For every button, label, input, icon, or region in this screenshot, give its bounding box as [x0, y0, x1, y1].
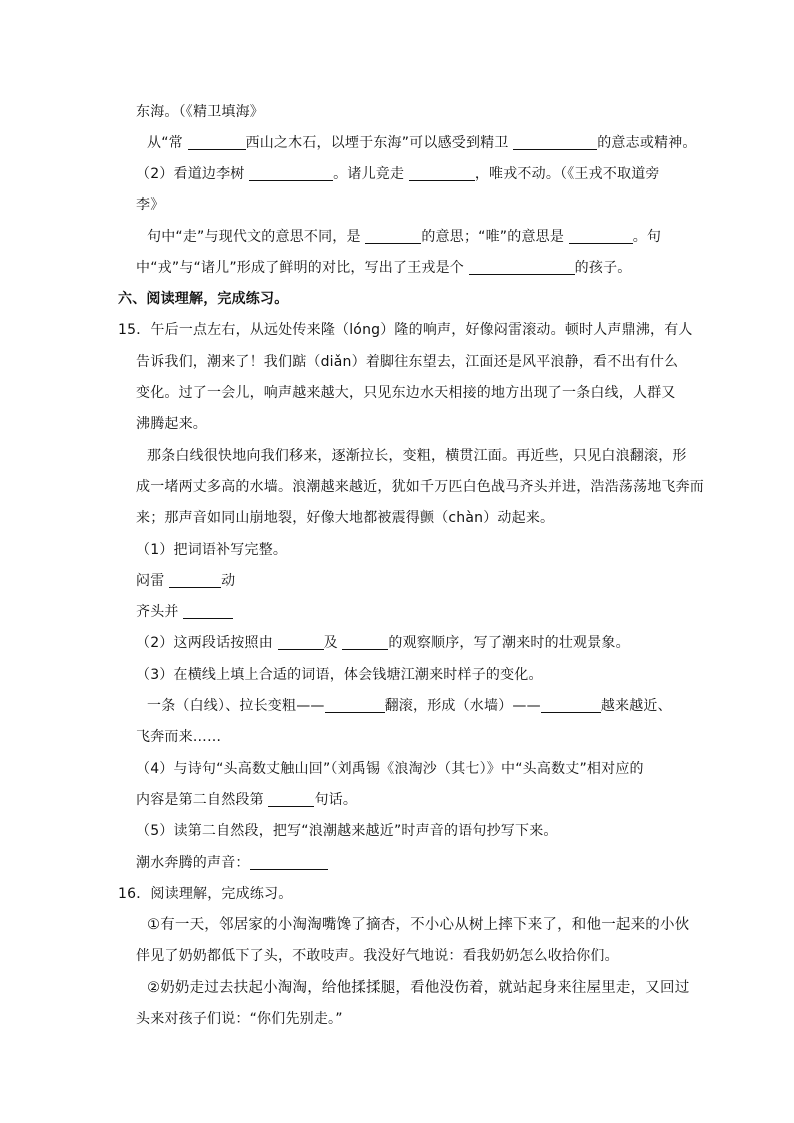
text-line: 从“常 西山之木石，以堙于东海”可以感受到精卫 的意志或精神。 — [147, 135, 697, 151]
answer-blank[interactable] — [409, 164, 475, 181]
answer-blank[interactable] — [169, 571, 221, 588]
text-line: 潮水奔腾的声音： — [136, 853, 328, 873]
question-15-text: 告诉我们，潮来了！我们踮（diǎn）着脚往东望去，江面还是风平浪静，看不出有什么 — [136, 354, 679, 370]
text-line: 齐头并 — [136, 602, 233, 622]
passage-paragraph: 成一堵两丈多高的水墙。浪潮越来越近，犹如千万匹白色战马齐头并进，浩浩荡荡地飞奔而 — [136, 479, 704, 495]
question-15-text: 15．午后一点左右，从远处传来隆（lóng）隆的响声，好像闷雷滚动。顿时人声鼎沸，有人 — [118, 322, 693, 338]
answer-blank[interactable] — [365, 227, 421, 244]
sub-question: （5）读第二自然段，把写“浪潮越来越近”时声音的语句抄写下来。 — [136, 823, 558, 839]
answer-blank[interactable] — [183, 602, 233, 619]
answer-blank[interactable] — [250, 853, 328, 870]
text-line: 内容是第二自然段第 句话。 — [136, 792, 358, 808]
passage-paragraph: 头来对孩子们说：“你们先别走。” — [136, 1011, 343, 1027]
answer-blank[interactable] — [569, 227, 633, 244]
answer-blank[interactable] — [469, 258, 575, 275]
sub-question: （1）把词语补写完整。 — [136, 542, 288, 558]
text-line: 句中“走”与现代文的意思不同，是 的意思；“唯”的意思是 。句 — [147, 229, 662, 245]
text-line: 一条（白线）、拉长变粗—— 翻滚，形成（水墙）—— 越来越近、 — [147, 698, 672, 714]
passage-paragraph: 那条白线很快地向我们移来，逐渐拉长，变粗，横贯江面。再近些，只见白浪翻滚，形 — [147, 448, 687, 464]
answer-blank[interactable] — [249, 164, 333, 181]
text-line: （2）看道边李树 。诸儿竞走 ，唯戎不动。（《王戎不取道旁 — [136, 166, 660, 182]
section-heading: 六、阅读理解，完成练习。 — [118, 291, 289, 307]
sub-question: （4）与诗句“头高数丈触山回”（刘禹锡《浪淘沙（其七）》中“头高数丈”相对应的 — [136, 761, 644, 777]
text-line: 李》 — [136, 197, 165, 213]
answer-blank[interactable] — [513, 133, 597, 150]
text-line: 飞奔而来…… — [136, 729, 222, 745]
answer-blank[interactable] — [342, 633, 388, 650]
answer-blank[interactable] — [278, 633, 324, 650]
passage-paragraph: 来；那声音如同山崩地裂，好像大地都被震得颤（chàn）动起来。 — [136, 510, 555, 526]
passage-paragraph: ②奶奶走过去扶起小淘淘，给他揉揉腿，看他没伤着，就站起身来往屋里走，又回过 — [147, 980, 690, 996]
passage-paragraph: 伴见了奶奶都低下了头，不敢吱声。我没好气地说：看我奶奶怎么收拾你们。 — [136, 948, 619, 964]
text-line: 中“戎”与“诸儿”形成了鲜明的对比，写出了王戎是个 的孩子。 — [136, 260, 632, 276]
text-line: 东海。（《精卫填海》 — [136, 104, 264, 120]
answer-blank[interactable] — [188, 133, 246, 150]
question-16-heading: 16．阅读理解，完成练习。 — [118, 886, 293, 902]
passage-paragraph: ①有一天，邻居家的小淘淘嘴馋了摘杏，不小心从树上摔下来了，和他一起来的小伙 — [147, 917, 690, 933]
answer-blank[interactable] — [325, 696, 385, 713]
answer-blank[interactable] — [268, 790, 314, 807]
text-line: 闷雷 动 — [136, 573, 236, 589]
question-15-text: 变化。过了一会儿，响声越来越大，只见东边水天相接的地方出现了一条白线，人群又 — [136, 385, 676, 401]
question-15-text: 沸腾起来。 — [136, 416, 207, 432]
sub-question: （3）在横线上填上合适的词语，体会钱塘江潮来时样子的变化。 — [136, 667, 543, 683]
sub-question: （2）这两段话按照由 及 的观察顺序，写了潮来时的壮观景象。 — [136, 635, 630, 651]
answer-blank[interactable] — [541, 696, 601, 713]
